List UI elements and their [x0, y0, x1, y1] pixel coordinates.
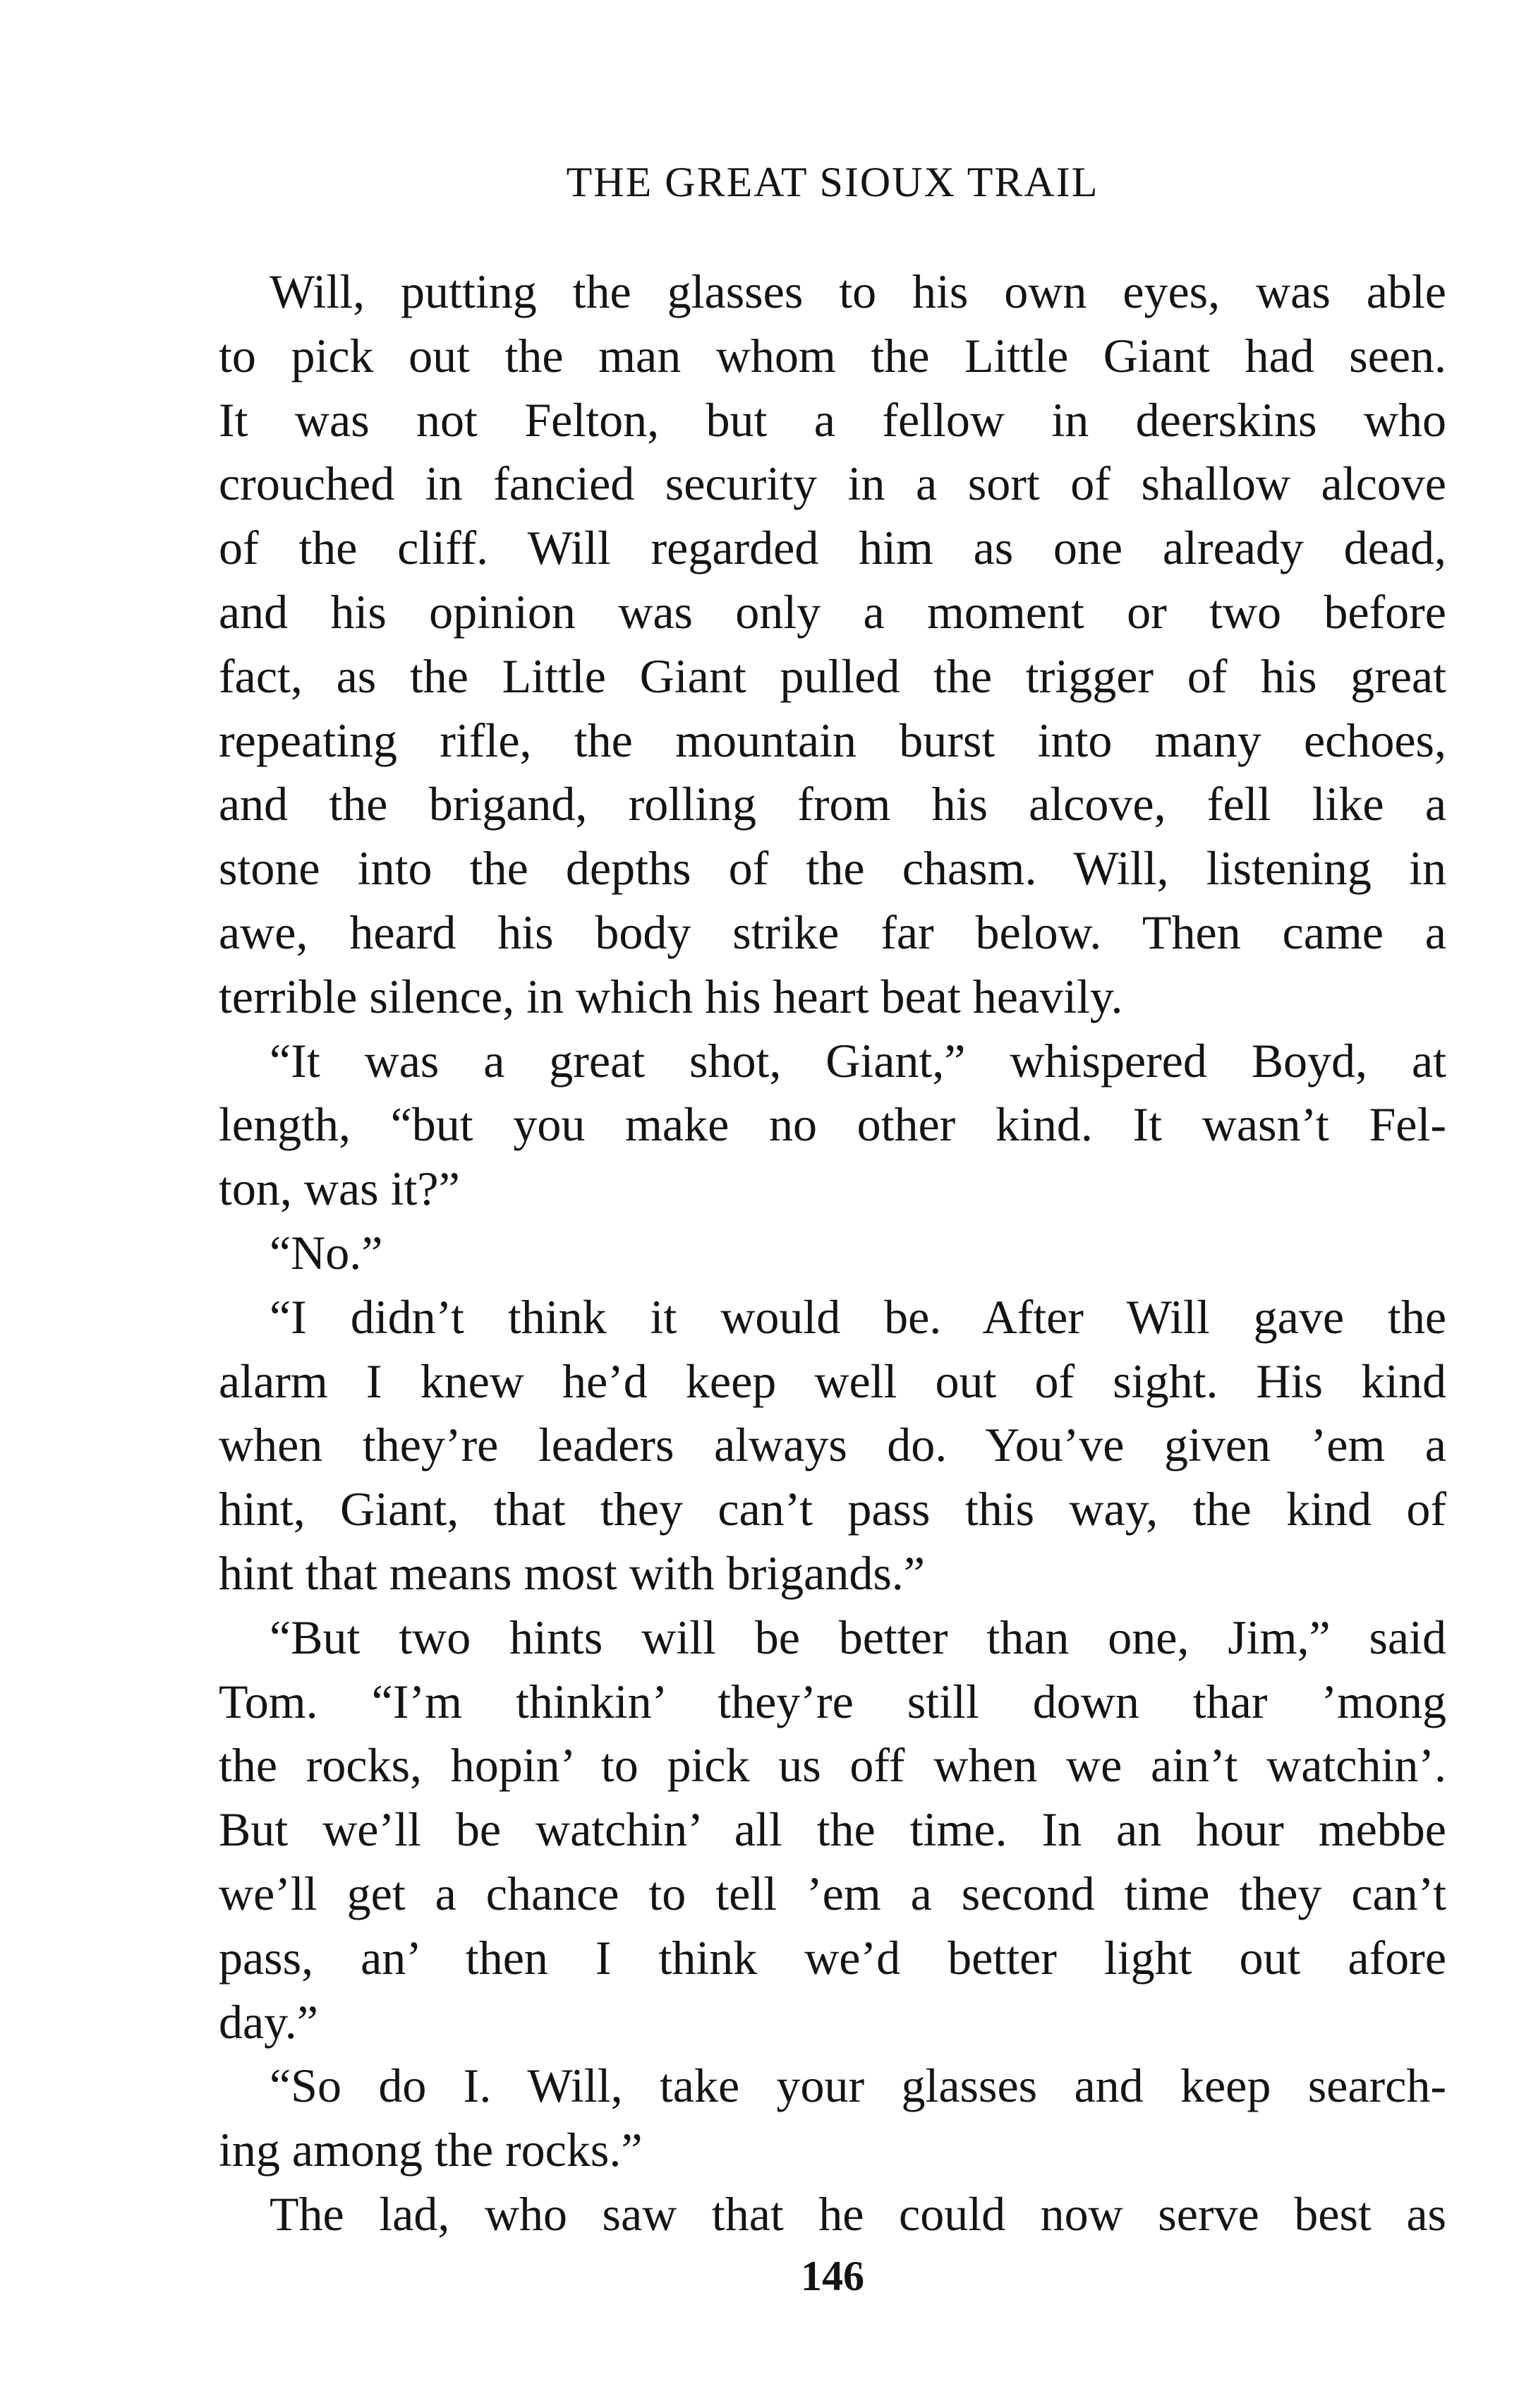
text-line: pass, an’ then I think we’d better light out afore: [219, 1930, 1446, 1985]
text-line: day.”: [219, 1994, 318, 2049]
text-line: stone into the depths of the chasm. Will, listening in: [219, 841, 1446, 896]
text-line: repeating rifle, the mountain burst into many echoes,: [219, 713, 1446, 767]
text-line: Tom. “I’m thinkin’ they’re still down thar ’mong: [219, 1674, 1446, 1728]
text-line: But we’ll be watchin’ all the time. In an hour mebbe: [219, 1802, 1446, 1857]
text-line: “I didn’t think it would be. After Will gave the: [270, 1289, 1446, 1344]
text-line: The lad, who saw that he could now serve best as: [270, 2186, 1446, 2241]
text-line: awe, heard his body strike far below. Then came a: [219, 905, 1446, 959]
text-line: the rocks, hopin’ to pick us off when we ain’t watchin’.: [219, 1738, 1446, 1793]
text-line: terrible silence, in which his heart beat heavily.: [219, 969, 1123, 1023]
text-line: “But two hints will be better than one, Jim,” said: [270, 1610, 1446, 1664]
text-line: Will, putting the glasses to his own eyes, was able: [270, 265, 1446, 318]
text-line: “It was a great shot, Giant,” whispered Boyd, at: [270, 1033, 1446, 1088]
text-line: to pick out the man whom the Little Giant had seen.: [219, 328, 1446, 383]
text-line: ing among the rocks.”: [219, 2123, 643, 2177]
text-line: ton, was it?”: [219, 1162, 460, 1216]
text-line: “So do I. Will, take your glasses and keep search-: [270, 2059, 1446, 2113]
text-line: fact, as the Little Giant pulled the trigger of his great: [219, 649, 1446, 703]
text-line: hint that means most with brigands.”: [219, 1546, 925, 1600]
text-line: and the brigand, rolling from his alcove, fell like a: [219, 777, 1446, 831]
text-line: It was not Felton, but a fellow in deerskins who: [219, 392, 1446, 447]
body-text: [219, 260, 1446, 2246]
text-line: and his opinion was only a moment or two before: [219, 584, 1446, 639]
text-line: “No.”: [270, 1225, 383, 1280]
text-line: when they’re leaders always do. You’ve given ’em a: [219, 1418, 1446, 1472]
text-line: of the cliff. Will regarded him as one already dead,: [219, 521, 1446, 575]
text-line: length, “but you make no other kind. It wasn’t Fel-: [219, 1097, 1446, 1152]
running-head: THE GREAT SIOUX TRAIL: [566, 159, 1099, 205]
page-number: 146: [801, 2253, 864, 2299]
text-line: alarm I knew he’d keep well out of sight. His kind: [219, 1354, 1446, 1408]
text-line: crouched in fancied security in a sort of shallow alcove: [219, 457, 1446, 511]
text-line: we’ll get a chance to tell ’em a second time they can’t: [219, 1866, 1446, 1920]
text-line: hint, Giant, that they can’t pass this way, the kind of: [219, 1482, 1446, 1536]
